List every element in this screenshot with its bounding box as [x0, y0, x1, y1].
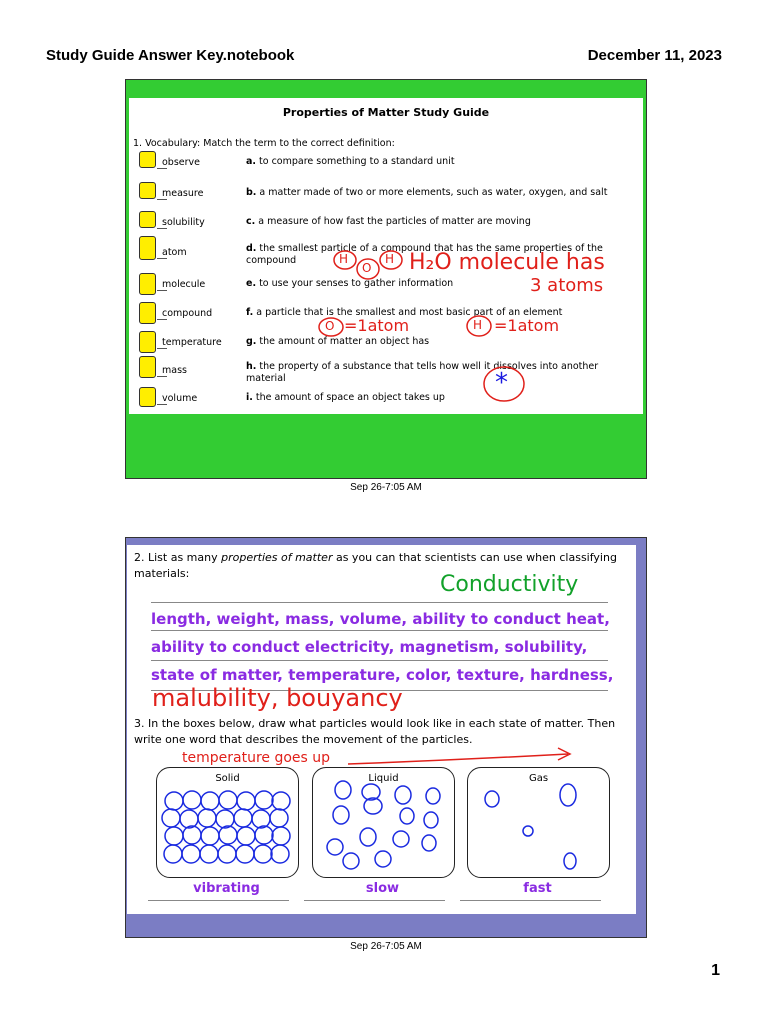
- vocab-term: mass: [162, 365, 187, 376]
- liquid-particles: [313, 768, 454, 877]
- vocab-term: temperature: [162, 337, 222, 348]
- ink-extra-properties: malubility, bouyancy: [152, 684, 403, 712]
- vocab-term: atom: [162, 247, 187, 258]
- ink-h-label: H: [473, 318, 483, 332]
- vocab-definition: h. the property of a substance that tells how well it dissolves into another material: [246, 361, 599, 384]
- ink-conductivity: Conductivity: [440, 572, 579, 597]
- ink-o-label: O: [362, 261, 372, 275]
- vocab-definition: b. a matter made of two or more elements, such as water, oxygen, and salt: [246, 187, 608, 198]
- ink-asterisk: *: [495, 368, 508, 398]
- liquid-box: [312, 767, 455, 878]
- vocab-definition: i. the amount of space an object takes up: [246, 392, 445, 403]
- gas-particles: [468, 768, 609, 877]
- movement-word: vibrating: [193, 881, 260, 896]
- question-3: 3. In the boxes below, draw what particles would look like in each state of matter. Then write one word that describes the movement of the particles.: [134, 717, 616, 746]
- header-date: December 11, 2023: [587, 47, 722, 64]
- typed-answer: ability to conduct electricity, magnetism, solubility,: [151, 638, 588, 656]
- movement-word: slow: [365, 881, 400, 896]
- ink-atoms-note: 3 atoms: [530, 275, 604, 296]
- page-number: 1: [711, 962, 720, 979]
- answer-line: [148, 900, 289, 901]
- movement-word: fast: [523, 881, 552, 896]
- slide-timestamp: Sep 26-7:05 AM: [350, 941, 422, 952]
- vocab-term: molecule: [162, 279, 206, 290]
- notebook-title: Study Guide Answer Key.notebook: [46, 47, 295, 64]
- typed-answer: length, weight, mass, volume, ability to conduct heat,: [151, 610, 610, 628]
- ink-h-label: H: [385, 252, 395, 266]
- vocab-definition: a. to compare something to a standard unit: [246, 156, 455, 167]
- question-1: 1. Vocabulary: Match the term to the correct definition:: [133, 138, 395, 149]
- slide-vocabulary: [125, 79, 647, 479]
- vocab-definition: d. the smallest particle of a compound that has the same properties of the compound: [246, 243, 603, 266]
- answer-line: [304, 900, 445, 901]
- ink-molecule-note: H₂O molecule has: [409, 250, 605, 275]
- solid-particles: [157, 768, 298, 877]
- vocab-term: compound: [162, 308, 213, 319]
- solid-box: [156, 767, 299, 878]
- vocab-term: observe: [162, 157, 201, 168]
- typed-answer: state of matter, temperature, color, texture, hardness,: [151, 666, 614, 684]
- slide-properties: [125, 537, 647, 938]
- answer-line: [460, 900, 601, 901]
- slide-title: Properties of Matter Study Guide: [282, 106, 490, 119]
- ink-temperature-note: temperature goes up: [182, 750, 331, 766]
- vocab-term: volume: [162, 393, 198, 404]
- vocab-definition: c. a measure of how fast the particles of matter are moving: [246, 216, 531, 227]
- ink-o-equals: =1atom: [344, 316, 410, 335]
- vocab-definition: e. to use your senses to gather information: [246, 278, 454, 289]
- gas-box: [467, 767, 610, 878]
- ink-h-equals: =1atom: [494, 316, 560, 335]
- state-label: Liquid: [368, 773, 399, 784]
- ink-h-label: H: [339, 252, 349, 266]
- state-label: Gas: [528, 773, 549, 784]
- vocab-definition: g. the amount of matter an object has: [246, 336, 430, 347]
- state-label: Solid: [215, 773, 240, 784]
- vocab-term: solubility: [162, 217, 205, 228]
- question-2: 2. List as many properties of matter as you can that scientists can use when classifying materials:: [134, 551, 617, 580]
- slide-timestamp: Sep 26-7:05 AM: [350, 482, 422, 493]
- ink-o-label: O: [325, 319, 335, 333]
- vocab-term: measure: [162, 188, 204, 199]
- vocab-definition: f. a particle that is the smallest and most basic part of an element: [246, 307, 563, 318]
